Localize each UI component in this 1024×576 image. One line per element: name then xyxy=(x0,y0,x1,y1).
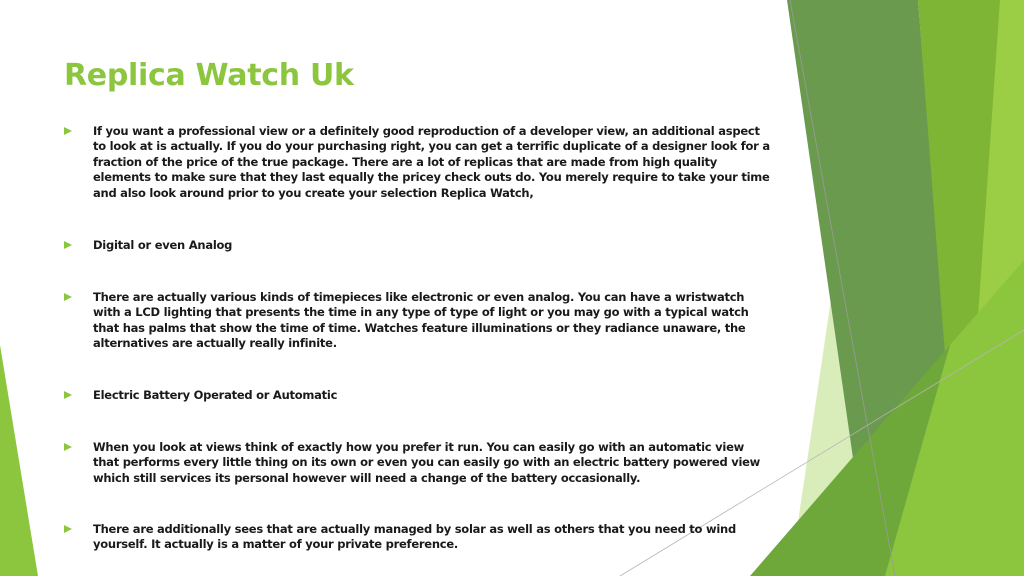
bullet-text: There are actually various kinds of timepieces like electronic or even analog. You can have a wristwatch with a LCD lighting that presents the time in any type of type of light or you may go with a typical watch that has palms that show the time of time. Watches feature illuminations or they radiance unaware, the alternatives are actually really infinite. xyxy=(93,290,749,351)
left-edge-shape xyxy=(0,345,38,576)
bullet-arrow-icon xyxy=(64,443,72,451)
bullet-text: Digital or even Analog xyxy=(93,238,233,252)
bullet-arrow-icon xyxy=(64,127,72,135)
bullet-text: When you look at views think of exactly how you prefer it run. You can easily go with an automatic view that performs every little thing on its own or even you can easily go with an electric battery powered view which still services its personal however will need a change of the battery occasionally. xyxy=(93,440,761,485)
bullet-text: Electric Battery Operated or Automatic xyxy=(93,388,338,402)
bullet-arrow-icon xyxy=(64,293,72,301)
slide-title: Replica Watch Uk xyxy=(64,58,354,93)
bullet-arrow-icon xyxy=(64,525,72,533)
bullet-text: If you want a professional view or a definitely good reproduction of a developer view, an additional aspect to look at is actually. If you do your purchasing right, you can get a terrific duplicate of a designer look for a fraction of the price of the true package. There are a lot of replicas that are made from high quality elements to make sure that they last equally the pricey check outs do. You merely require to take your time and also look around prior to you create your selection Replica Watch, xyxy=(93,124,770,200)
bullet-arrow-icon xyxy=(64,391,72,399)
bullet-text: There are additionally sees that are actually managed by solar as well as others that you need to wind yourself. It actually is a matter of your private preference. xyxy=(93,522,736,552)
bullet-arrow-icon xyxy=(64,241,72,249)
